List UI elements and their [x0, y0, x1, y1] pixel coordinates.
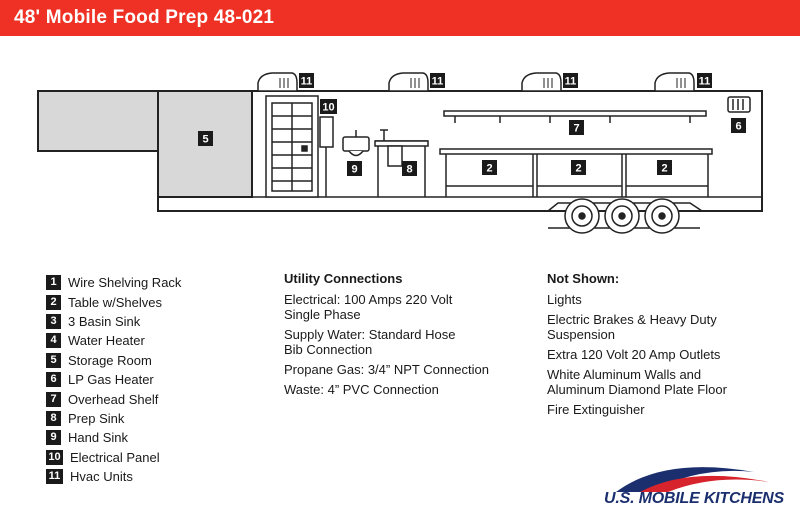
legend-item	[46, 428, 181, 447]
callout-5	[198, 131, 213, 146]
trailer-diagram	[0, 36, 800, 246]
legend-item	[46, 292, 181, 311]
utility-connections	[284, 271, 514, 402]
callout-11-c-text: 11	[564, 75, 577, 88]
legend-number: 7	[46, 392, 61, 407]
logo-swoosh-icon	[604, 462, 784, 492]
legend-label: LP Gas Heater	[68, 372, 154, 388]
callout-11-d-text: 11	[698, 75, 711, 88]
legend-item	[46, 409, 181, 428]
callout-8	[402, 161, 417, 176]
lp-gas-heater	[728, 97, 750, 112]
utility-connections-title: Utility Connections	[284, 271, 403, 286]
callout-11-b-text: 11	[431, 75, 444, 88]
utility-item: Supply Water: Standard Hose Bib Connection	[284, 327, 456, 357]
legend-item	[46, 370, 181, 389]
legend-label: 3 Basin Sink	[68, 313, 141, 329]
company-logo	[604, 462, 784, 518]
legend-item	[46, 448, 181, 467]
legend-number: 9	[46, 430, 61, 445]
legend-item	[46, 312, 181, 331]
hvac-vents	[280, 75, 685, 88]
callout-2-c	[657, 160, 672, 175]
callout-6-text: 6	[735, 120, 742, 133]
callout-10-text: 10	[322, 101, 335, 114]
header-bar	[0, 0, 800, 36]
callout-5-text: 5	[202, 133, 209, 146]
callout-2-a-text: 2	[486, 162, 493, 175]
legend-number: 6	[46, 372, 61, 387]
legend-number: 4	[46, 333, 61, 348]
callout-11-d	[697, 73, 712, 88]
page-title: 48' Mobile Food Prep 48-021	[14, 7, 275, 28]
logo-text: U.S. MOBILE KITCHENS	[604, 490, 785, 507]
callout-8-text: 8	[406, 163, 413, 176]
legend-number: 2	[46, 295, 61, 310]
legend-label: Wire Shelving Rack	[68, 275, 182, 291]
not-shown-item: Extra 120 Volt 20 Amp Outlets	[547, 347, 721, 362]
utility-item: Waste: 4” PVC Connection	[284, 382, 439, 397]
legend	[46, 273, 181, 486]
not-shown-title: Not Shown:	[547, 271, 620, 286]
legend-item	[46, 273, 181, 292]
utility-item: Propane Gas: 3/4” NPT Connection	[284, 362, 489, 377]
legend-label: Table w/Shelves	[68, 294, 162, 310]
legend-item	[46, 389, 181, 408]
callout-10	[320, 99, 337, 114]
callout-9	[347, 161, 362, 176]
callout-2-c-text: 2	[661, 162, 668, 175]
legend-label: Hand Sink	[68, 430, 128, 446]
legend-number: 10	[46, 450, 63, 465]
door	[266, 96, 318, 197]
callout-2-b-text: 2	[575, 162, 582, 175]
callout-11-b	[430, 73, 445, 88]
callout-6	[731, 118, 746, 133]
callout-11-a-text: 11	[300, 75, 313, 88]
legend-number: 3	[46, 314, 61, 329]
legend-item	[46, 467, 181, 486]
legend-number: 11	[46, 469, 63, 484]
wheels	[565, 199, 679, 233]
not-shown-item: Fire Extinguisher	[547, 402, 645, 417]
not-shown-item: Electric Brakes & Heavy Duty Suspension	[547, 312, 717, 342]
not-shown	[547, 271, 787, 422]
legend-label: Water Heater	[68, 333, 145, 349]
gooseneck	[38, 91, 158, 151]
callout-7	[569, 120, 584, 135]
legend-label: Hvac Units	[70, 469, 133, 485]
hvac-units	[258, 73, 694, 91]
legend-label: Electrical Panel	[70, 449, 160, 465]
callout-11-a	[299, 73, 314, 88]
legend-item	[46, 351, 181, 370]
callout-9-text: 9	[351, 163, 358, 176]
legend-label: Overhead Shelf	[68, 391, 159, 407]
legend-number: 1	[46, 275, 61, 290]
callout-7-text: 7	[573, 122, 580, 135]
callout-2-b	[571, 160, 586, 175]
legend-number: 5	[46, 353, 61, 368]
not-shown-item: White Aluminum Walls and Aluminum Diamond Plate Floor	[547, 367, 727, 397]
legend-label: Prep Sink	[68, 410, 125, 426]
legend-number: 8	[46, 411, 61, 426]
not-shown-item: Lights	[547, 292, 582, 307]
legend-label: Storage Room	[68, 352, 152, 368]
callout-11-c	[563, 73, 578, 88]
utility-item: Electrical: 100 Amps 220 Volt Single Phase	[284, 292, 453, 322]
legend-item	[46, 331, 181, 350]
callout-2-a	[482, 160, 497, 175]
